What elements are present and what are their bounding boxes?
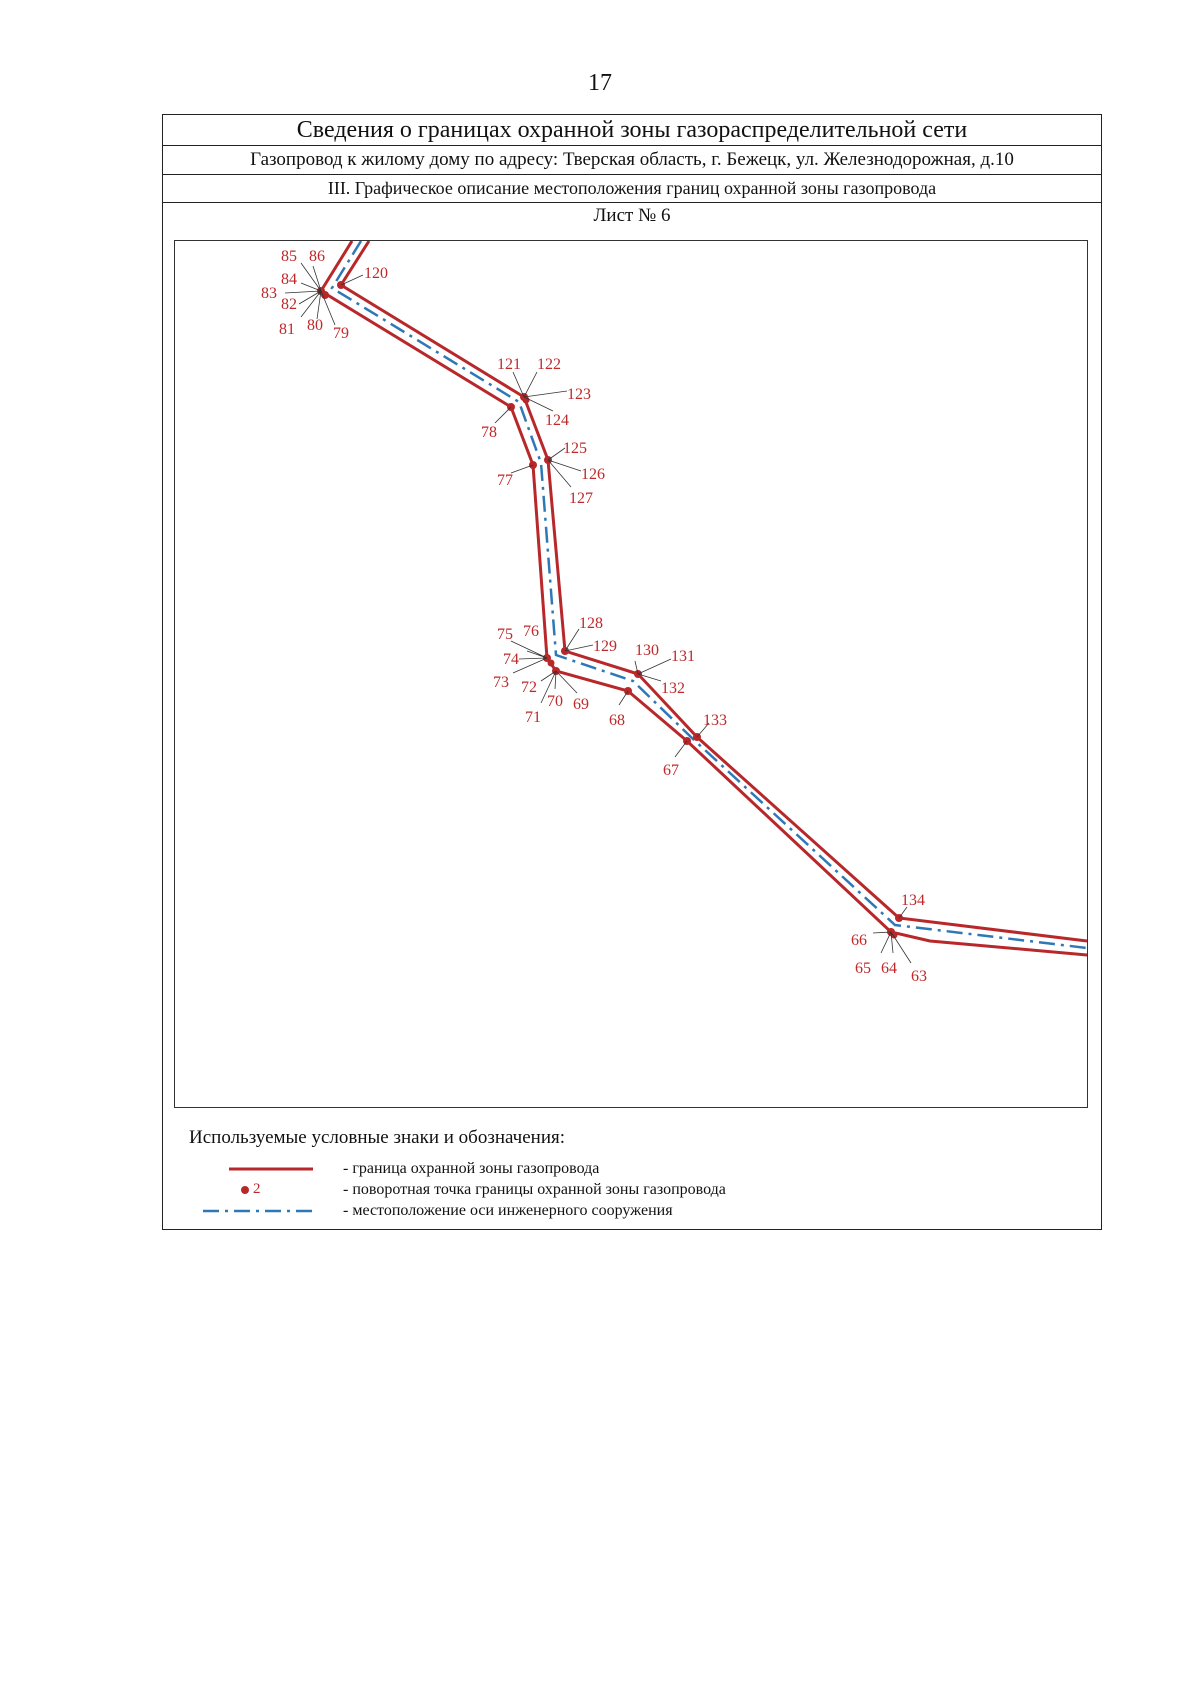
section-title: III. Графическое описание местоположения границ охранной зоны газопровода — [163, 175, 1101, 203]
point-label-78: 78 — [481, 424, 497, 441]
legend-title: Используемые условные знаки и обозначения: — [189, 1127, 566, 1148]
point-label-82: 82 — [281, 296, 297, 313]
point-label-130: 130 — [635, 642, 659, 659]
legend-label-axis: - местоположение оси инженерного сооружения — [343, 1202, 673, 1219]
document-frame — [162, 114, 1102, 1230]
axis-line-symbol — [203, 1201, 313, 1221]
point-label-63: 63 — [911, 968, 927, 985]
point-label-73: 73 — [493, 674, 509, 691]
point-label-132: 132 — [661, 680, 685, 697]
point-label-68: 68 — [609, 712, 625, 729]
legend-item-turning-point — [163, 1180, 1103, 1200]
point-label-66: 66 — [851, 932, 867, 949]
point-label-121: 121 — [497, 356, 521, 373]
map-canvas — [175, 241, 1087, 1107]
point-label-76: 76 — [523, 623, 539, 640]
point-label-85: 85 — [281, 248, 297, 265]
boundary-line-symbol — [203, 1159, 313, 1179]
point-label-126: 126 — [581, 466, 605, 483]
point-label-79: 79 — [333, 325, 349, 342]
point-label-124: 124 — [545, 412, 569, 429]
point-label-80: 80 — [307, 317, 323, 334]
point-label-134: 134 — [901, 892, 925, 909]
point-label-83: 83 — [261, 285, 277, 302]
boundary-line-left — [321, 241, 1087, 955]
page-number: 17 — [588, 70, 612, 96]
legend-item-boundary — [163, 1159, 1103, 1179]
point-label-71: 71 — [525, 709, 541, 726]
sheet-number: Лист № 6 — [593, 205, 671, 226]
point-label-77: 77 — [497, 472, 513, 489]
point-label-64: 64 — [881, 960, 897, 977]
legend-label-boundary: - граница охранной зоны газопровода — [343, 1160, 600, 1177]
point-label-84: 84 — [281, 271, 297, 288]
label-leaders — [285, 263, 911, 963]
point-labels — [261, 248, 927, 985]
point-label-70: 70 — [547, 693, 563, 710]
point-label-72: 72 — [521, 679, 537, 696]
turning-points — [317, 281, 903, 939]
point-label-123: 123 — [567, 386, 591, 403]
legend-sample-label: 2 — [253, 1181, 261, 1197]
point-label-133: 133 — [703, 712, 727, 729]
point-label-129: 129 — [593, 638, 617, 655]
point-label-69: 69 — [573, 696, 589, 713]
point-label-74: 74 — [503, 651, 519, 668]
point-label-67: 67 — [663, 762, 679, 779]
object-address: Газопровод к жилому дому по адресу: Тверская область, г. Бежецк, ул. Железнодорожная, д.10 — [163, 146, 1101, 175]
point-label-131: 131 — [671, 648, 695, 665]
point-label-125: 125 — [563, 440, 587, 457]
document-title: Сведения о границах охранной зоны газораспределительной сети — [163, 115, 1101, 146]
point-label-65: 65 — [855, 960, 871, 977]
point-label-75: 75 — [497, 626, 513, 643]
point-label-86: 86 — [309, 248, 325, 265]
point-label-128: 128 — [579, 615, 603, 632]
boundary-map — [174, 240, 1088, 1108]
point-label-127: 127 — [569, 490, 593, 507]
boundary-line-right — [341, 241, 1087, 941]
legend-item-axis — [163, 1201, 1103, 1221]
point-label-122: 122 — [537, 356, 561, 373]
legend-label-turning-point: - поворотная точка границы охранной зоны газопровода — [343, 1181, 726, 1198]
point-label-81: 81 — [279, 321, 295, 338]
point-label-120: 120 — [364, 265, 388, 282]
